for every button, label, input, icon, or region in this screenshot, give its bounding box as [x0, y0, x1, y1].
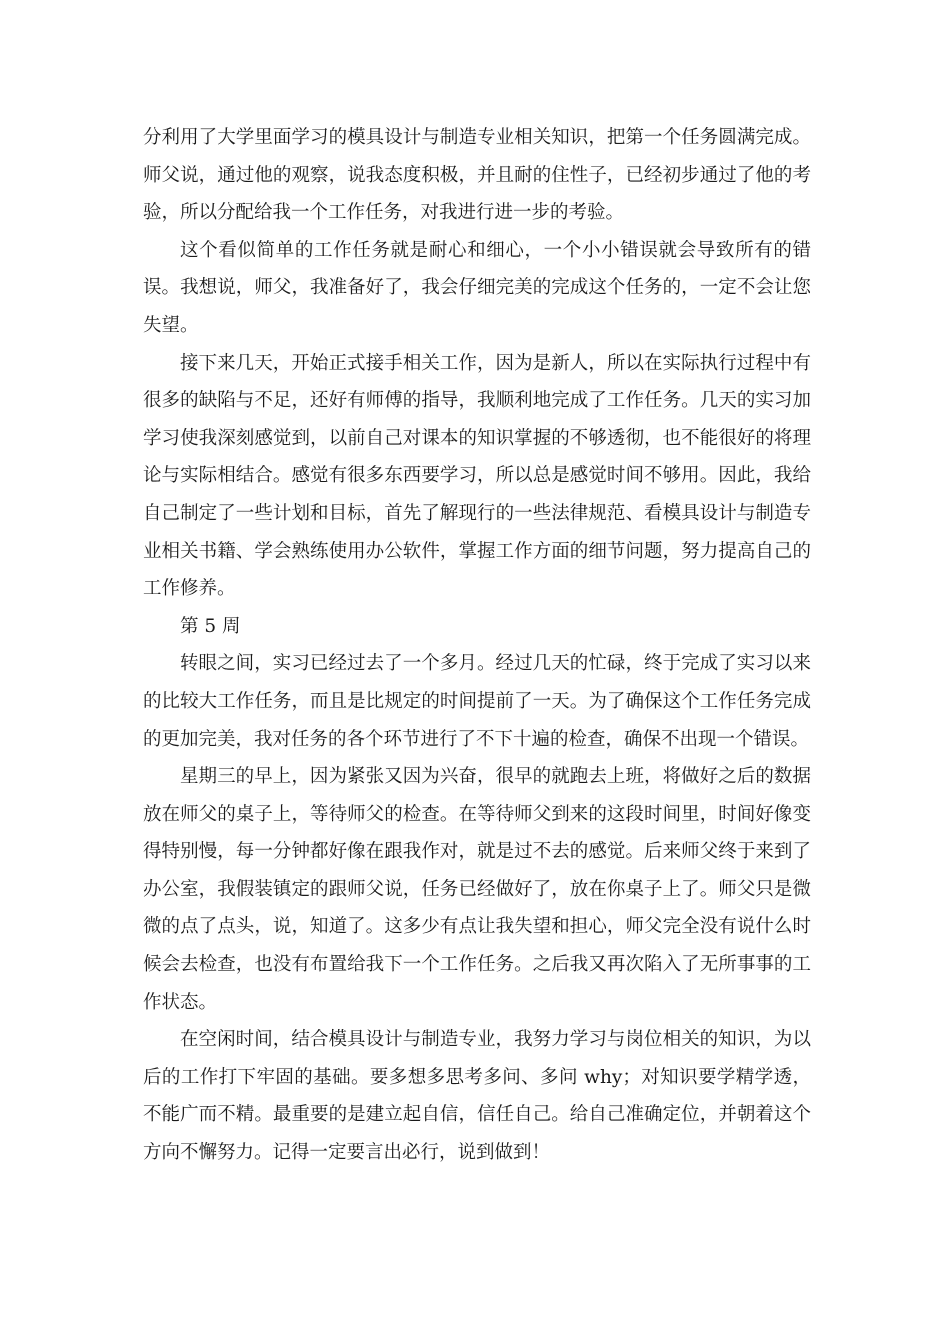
- paragraph-formal-work: 接下来几天，开始正式接手相关工作，因为是新人，所以在实际执行过程中有很多的缺陷与不足，还好有师傅的指导，我顺利地完成了工作任务。几天的实习加学习使我深刻感觉到，以前自己对课本的知识掌握的不够透彻，也不能很好的将理论与实际相结合。感觉有很多东西要学习，所以总是感觉时间不够用。因此，我给自己制定了一些计划和目标，首先了解现行的一些法律规范、看模具设计与制造专业相关书籍、学会熟练使用办公软件，掌握工作方面的细节问题，努力提高自己的工作修养。: [143, 352, 811, 600]
- paragraph-free-time: 在空闲时间，结合模具设计与制造专业，我努力学习与岗位相关的知识，为以后的工作打下牢固的基础。要多想多思考多问、多问 why；对知识要学精学透，不能广而不精。最重要的是建立起自信，信任自己。给自己准确定位，并朝着这个方向不懈努力。记得一定要言出必行，说到做到！: [143, 1029, 811, 1164]
- document-page: [143, 119, 811, 1172]
- paragraph-big-task: 转眼之间，实习已经过去了一个多月。经过几天的忙碌，终于完成了实习以来的比较大工作任务，而且是比规定的时间提前了一天。为了确保这个工作任务完成的更加完美，我对任务的各个环节进行了不下十遍的检查，确保不出现一个错误。: [143, 653, 811, 750]
- paragraph-patience-task: 这个看似简单的工作任务就是耐心和细心，一个小小错误就会导致所有的错误。我想说，师父，我准备好了，我会仔细完美的完成这个任务的，一定不会让您失望。: [143, 239, 811, 336]
- paragraph-wednesday: 星期三的早上，因为紧张又因为兴奋，很早的就跑去上班，将做好之后的数据放在师父的桌子上，等待师父的检查。在等待师父到来的这段时间里，时间好像变得特别慢，每一分钟都好像在跟我作对，就是过不去的感觉。后来师父终于来到了办公室，我假装镇定的跟师父说，任务已经做好了，放在你桌子上了。师父只是微微的点了点头，说，知道了。这多少有点让我失望和担心，师父完全没有说什么时候会去检查，也没有布置给我下一个工作任务。之后我又再次陷入了无所事事的工作状态。: [143, 766, 811, 1013]
- week-heading: 第 5 周: [180, 615, 241, 637]
- paragraph-task-completion: 分利用了大学里面学习的模具设计与制造专业相关知识，把第一个任务圆满完成。师父说，通过他的观察，说我态度积极，并且耐的住性子，已经初步通过了他的考验，所以分配给我一个工作任务，对我进行进一步的考验。: [143, 127, 811, 224]
